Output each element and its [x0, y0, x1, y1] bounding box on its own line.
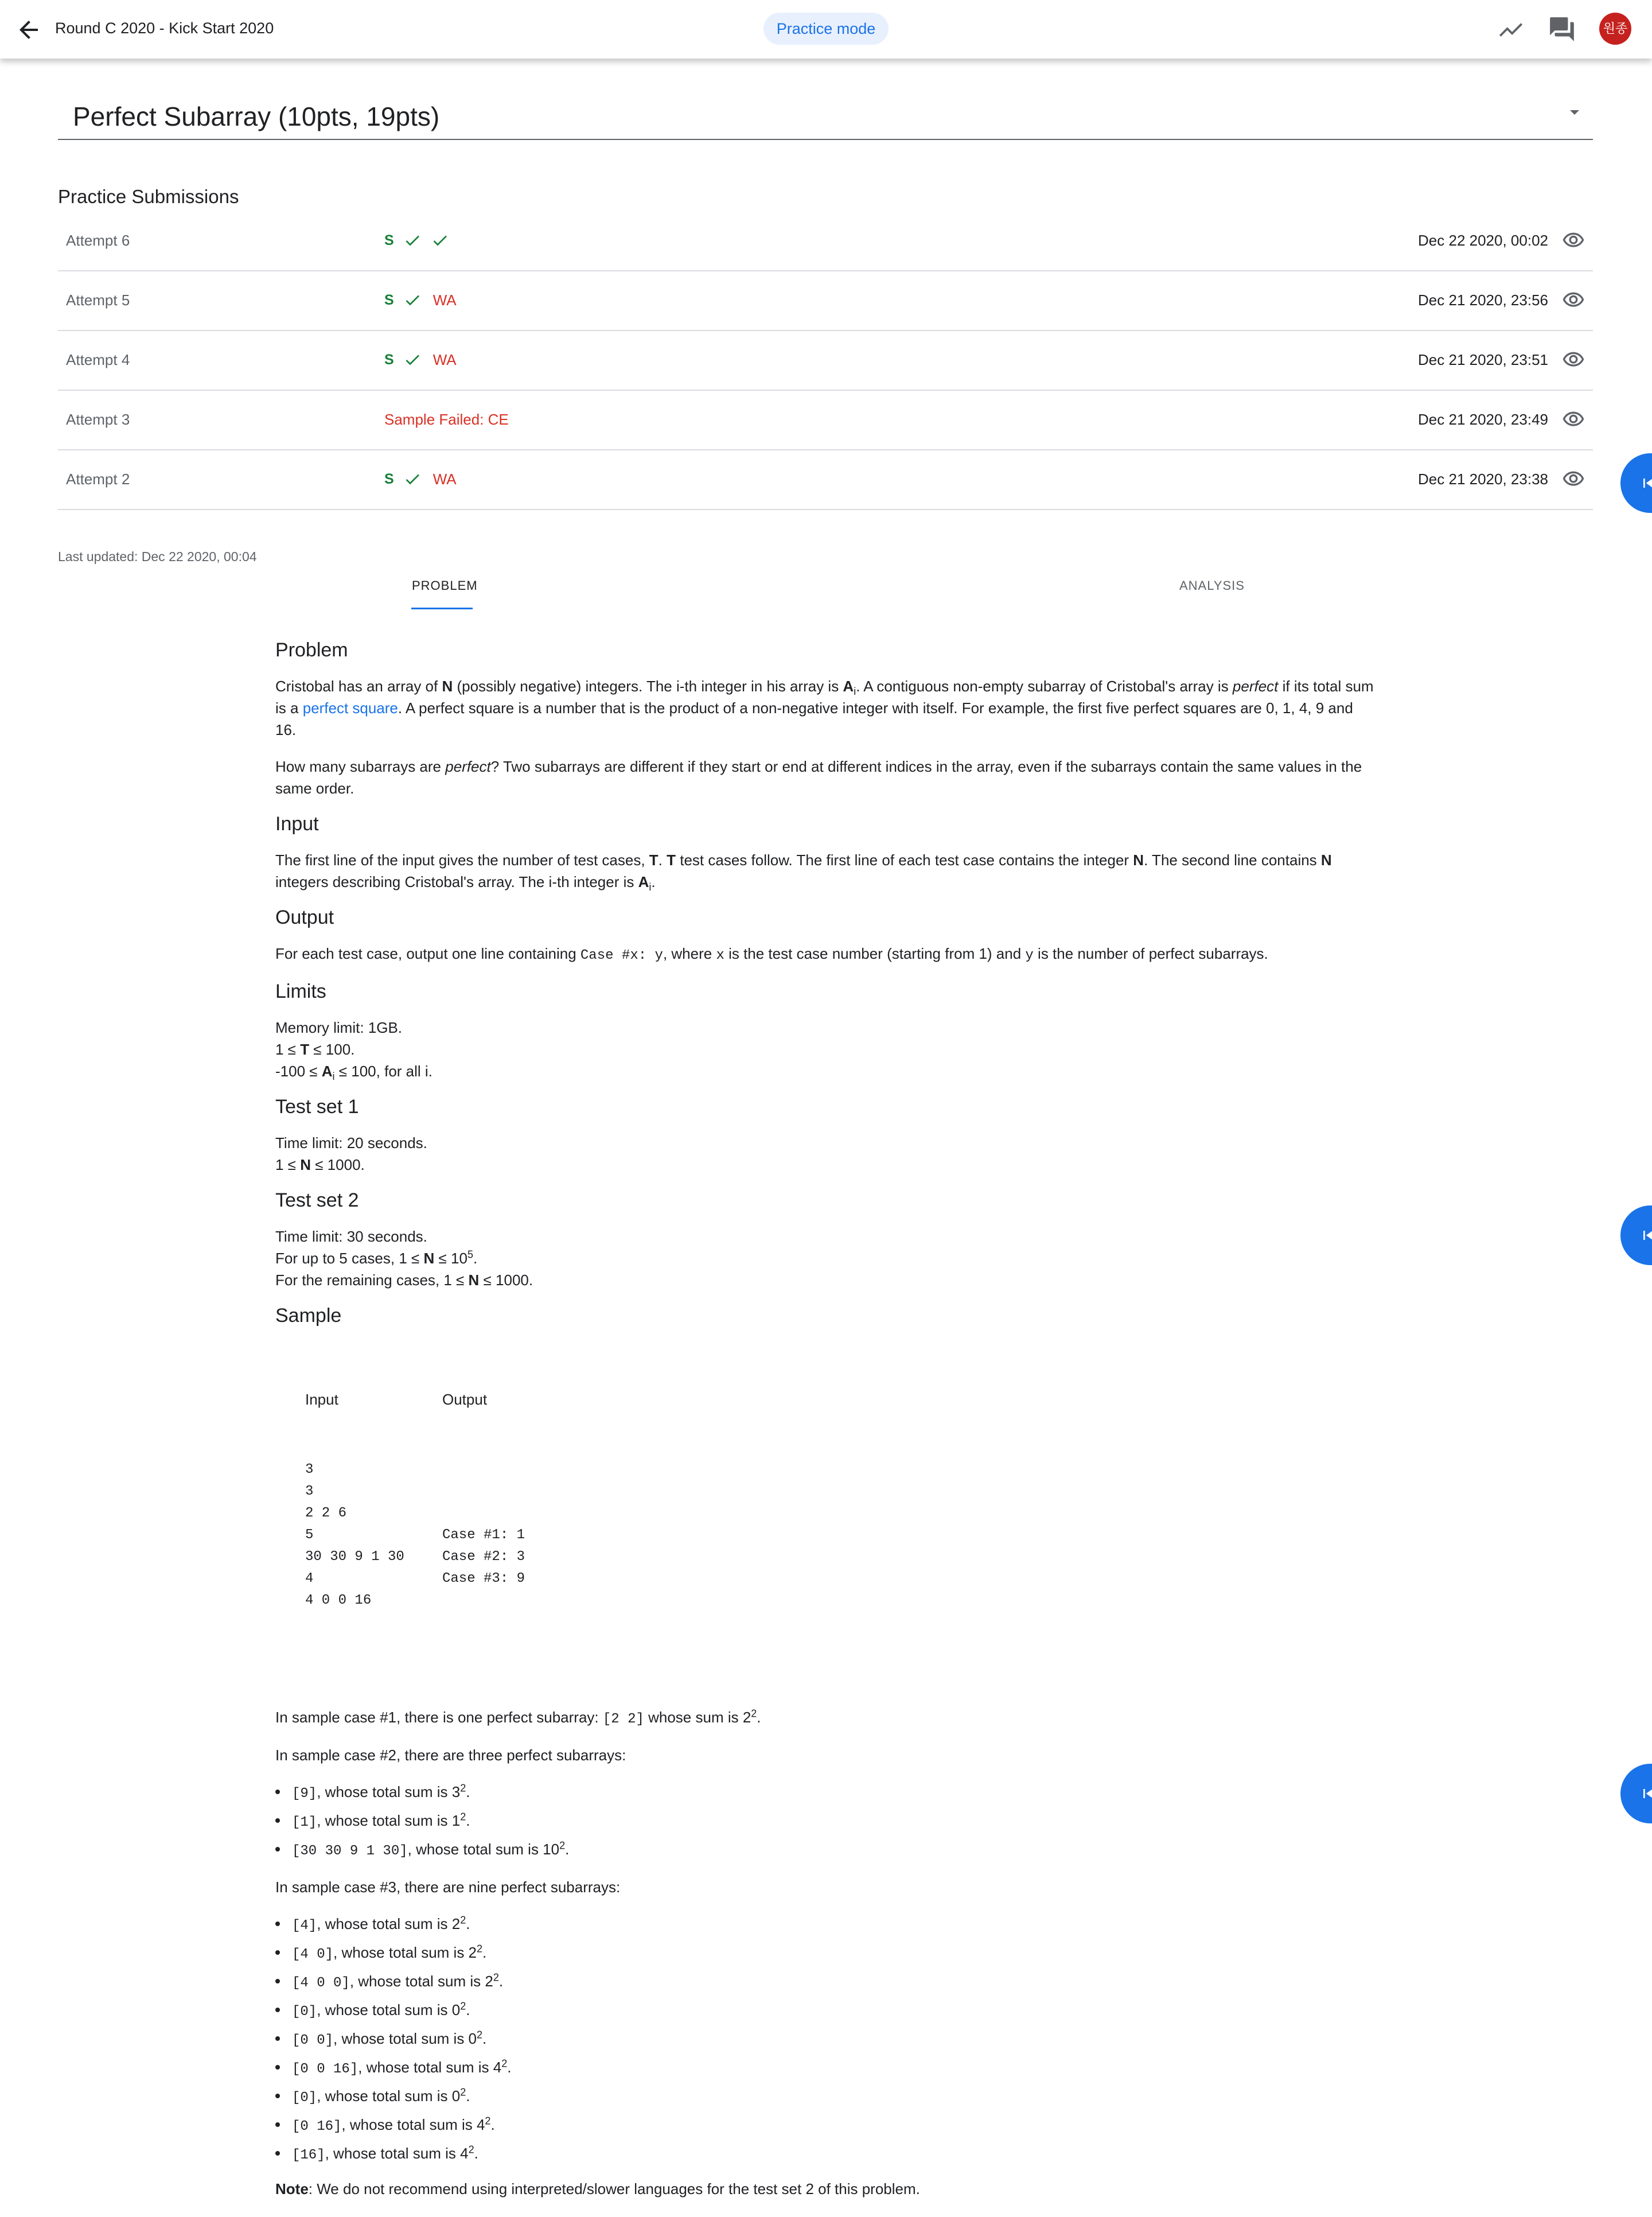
verdicts [384, 349, 457, 370]
sample-explanation [275, 1706, 1377, 2200]
test-set-2-heading: Test set 2 [275, 1189, 359, 1211]
sample-failed-badge: Sample Failed: CE [384, 410, 509, 428]
attempt-label: Attempt 6 [66, 232, 130, 249]
sample-input-header: Input [305, 1391, 338, 1408]
test-set-1-heading: Test set 1 [275, 1096, 359, 1118]
wrong-answer-badge: WA [433, 351, 457, 368]
round-title[interactable]: Round C 2020 - Kick Start 2020 [55, 20, 274, 37]
list-item: [9], whose total sum is $3^2$. [275, 1779, 1377, 1807]
eye-icon[interactable] [1562, 468, 1585, 491]
case1-explanation: In sample case #1, there is one perfect subarray: [2 2] whose sum is $2^2$. [275, 1708, 761, 1727]
check-icon [403, 291, 422, 309]
sample-table [275, 1384, 620, 1625]
top-bar [0, 0, 1652, 59]
input-heading: Input [275, 813, 319, 835]
eye-icon[interactable] [1562, 229, 1585, 252]
problem-select[interactable] [58, 95, 1593, 140]
skip-previous-button[interactable] [1620, 1205, 1652, 1265]
sample-input: 3 3 2 2 6 5 30 30 9 1 30 4 4 0 0 16 [305, 1462, 404, 1608]
submission-row [58, 390, 1593, 450]
list-item: [0 0], whose total sum is $0^2$. [275, 2025, 1377, 2054]
arrow-back-icon[interactable] [15, 16, 42, 44]
note: Note: We do not recommend using interpreted/slower languages for the test set 2 of this problem. [275, 2180, 920, 2197]
skip-previous-button[interactable] [1620, 1764, 1652, 1823]
case3-list [275, 1911, 1377, 2169]
chat-icon[interactable] [1548, 15, 1576, 44]
eye-icon[interactable] [1562, 408, 1585, 431]
sample-pass-badge: S [384, 470, 394, 487]
sample-pass-badge: S [384, 291, 394, 308]
case3-intro: In sample case #3, there are nine perfect subarrays: [275, 1878, 621, 1896]
check-icon [403, 231, 422, 250]
tab-analysis[interactable]: ANALYSIS [1179, 578, 1245, 593]
output-paragraph: For each test case, output one line containing Case #x: y, where x is the test case number (starting from 1) and y is the number of perfect subarrays. [275, 945, 1268, 963]
eye-icon[interactable] [1562, 289, 1585, 312]
case2-list [275, 1779, 1377, 1865]
submission-row [58, 449, 1593, 510]
sample-pass-badge: S [384, 232, 394, 248]
submission-date: Dec 21 2020, 23:51 [1418, 351, 1548, 368]
list-item: [0 0 16], whose total sum is $4^2$. [275, 2054, 1377, 2083]
limits-paragraph: Memory limit: 1GB. 1 ≤ T ≤ 100. $-100 \le A_i \le 100$, for all i. [275, 1019, 433, 1083]
list-item: [4 0], whose total sum is $2^2$. [275, 1939, 1377, 1968]
tab-problem[interactable]: PROBLEM [412, 578, 478, 593]
check-icon [431, 231, 449, 250]
problem-select-label: Perfect Subarray (10pts, 19pts) [73, 102, 440, 131]
attempt-label: Attempt 5 [66, 291, 130, 309]
skip-previous-icon [1639, 1784, 1652, 1803]
chevron-down-icon [1570, 110, 1579, 115]
test-set-1-paragraph: Time limit: 20 seconds. 1 ≤ N ≤ 1000. [275, 1134, 427, 1173]
list-item: [0], whose total sum is $0^2$. [275, 2083, 1377, 2111]
submission-date: Dec 21 2020, 23:56 [1418, 291, 1548, 309]
problem-paragraph: How many subarrays are perfect? Two subarrays are different if they start or end at different indices in the array, even if the subarrays contain the same values in the same order. [275, 758, 1362, 797]
input-paragraph: The first line of the input gives the number of test cases, T. T test cases follow. The first line of each test case contains the integer N. The second line contains N integers describing Cristobal's array. The i-th integer is $A_i$. [275, 851, 1332, 893]
problem-paragraph: Cristobal has an array of N (possibly negative) integers. The i-th integer in his array is $A_i$. A contiguous non-empty subarray of Cristobal's array is perfect if its total sum is a perfect square. A perfect square is a number that is the product of a non-negative integer with itself. For example, the first five perfect squares are 0, 1, 4, 9 and 16. [275, 678, 1374, 738]
skip-previous-icon [1639, 1226, 1652, 1244]
practice-submissions-heading: Practice Submissions [58, 186, 239, 207]
list-item: [4 0 0], whose total sum is $2^2$. [275, 1968, 1377, 1997]
skip-previous-icon [1639, 474, 1652, 492]
sample-pass-badge: S [384, 351, 394, 368]
submission-date: Dec 22 2020, 00:02 [1418, 232, 1548, 249]
trending-icon[interactable] [1497, 15, 1525, 44]
user-avatar[interactable]: 원종 [1599, 13, 1631, 45]
submission-row [58, 330, 1593, 391]
submission-row [58, 211, 1593, 271]
check-icon [403, 351, 422, 369]
list-item: [1], whose total sum is $1^2$. [275, 1807, 1377, 1836]
list-item: [0], whose total sum is $0^2$. [275, 1997, 1377, 2025]
sample-output-header: Output [442, 1391, 488, 1408]
output-heading: Output [275, 907, 334, 928]
tab-indicator [411, 608, 473, 609]
list-item: [0 16], whose total sum is $4^2$. [275, 2111, 1377, 2140]
wrong-answer-badge: WA [433, 470, 457, 488]
test-set-2-paragraph: Time limit: 30 seconds. For up to 5 cases, $1 \le N \le 10^5$. For the remaining cases, 1 ≤ N ≤ 1000. [275, 1228, 533, 1289]
perfect-square-link[interactable]: perfect square [302, 699, 398, 717]
eye-icon[interactable] [1562, 348, 1585, 371]
practice-mode-chip[interactable]: Practice mode [763, 13, 889, 45]
check-icon [403, 470, 422, 488]
last-updated: Last updated: Dec 22 2020, 00:04 [58, 549, 257, 564]
wrong-answer-badge: WA [433, 291, 457, 309]
list-item: [4], whose total sum is $2^2$. [275, 1911, 1377, 1939]
submission-date: Dec 21 2020, 23:49 [1418, 411, 1548, 428]
verdicts [384, 409, 509, 430]
sample-heading: Sample [275, 1305, 342, 1327]
case2-intro: In sample case #2, there are three perfect subarrays: [275, 1747, 626, 1764]
verdicts [384, 290, 457, 310]
attempt-label: Attempt 4 [66, 351, 130, 368]
submission-date: Dec 21 2020, 23:38 [1418, 470, 1548, 488]
list-item: [30 30 9 1 30], whose total sum is $10^2$. [275, 1836, 1377, 1865]
attempt-label: Attempt 3 [66, 411, 130, 428]
problem-statement [275, 636, 1377, 1327]
list-item: [16], whose total sum is $4^2$. [275, 2140, 1377, 2169]
sample-output: Case #1: 1 Case #2: 3 Case #3: 9 [442, 1527, 525, 1586]
skip-previous-button[interactable] [1620, 453, 1652, 513]
limits-heading: Limits [275, 981, 326, 1002]
verdicts [384, 230, 449, 251]
attempt-label: Attempt 2 [66, 470, 130, 488]
submission-row [58, 270, 1593, 331]
verdicts [384, 469, 457, 489]
problem-heading: Problem [275, 639, 348, 661]
